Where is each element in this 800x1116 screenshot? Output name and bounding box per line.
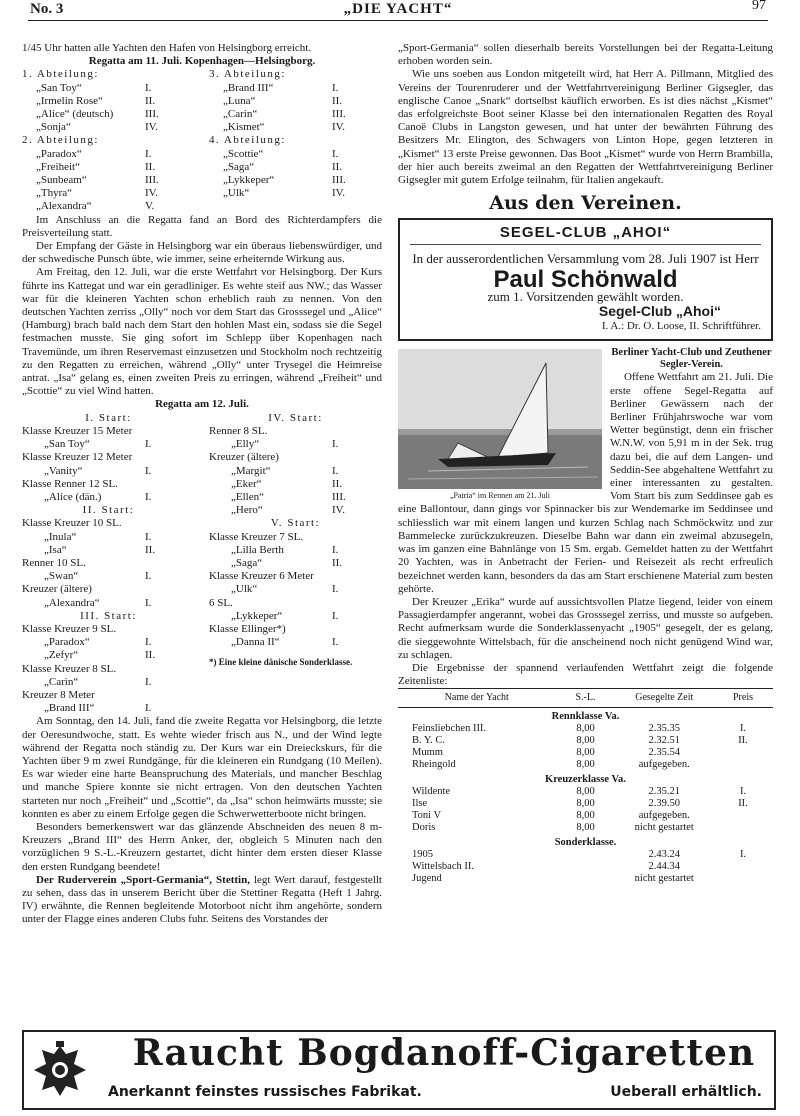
left-column: [22, 42, 382, 927]
yacht-name: „Alice (dän.): [44, 490, 102, 503]
table-row: [398, 810, 773, 822]
prize: I.: [739, 785, 747, 797]
result-row: [22, 570, 195, 583]
table-row: [398, 822, 773, 834]
yacht-name: „Paradox“: [44, 636, 90, 649]
sailed-time: nicht gestartet: [634, 872, 694, 884]
sail-length: 8,00: [576, 797, 595, 809]
prize: II.: [738, 734, 748, 746]
yacht-name: „Isa“: [44, 543, 67, 556]
article-paragraph: Der Empfang der Gäste in Helsingborg war ein überaus liebenswürdiger, und der schwedische Punsch übte, wie immer, seine erheiternde Wirkung aus.: [22, 240, 382, 266]
yacht-name: „Hero“: [231, 504, 263, 517]
prize-rank: I.: [332, 438, 339, 451]
table-row: [398, 723, 773, 735]
class-label: Klasse Renner 12 SL.: [22, 477, 118, 490]
sail-length: 8,00: [576, 809, 595, 821]
result-row: [209, 636, 382, 649]
class-heading-row: [398, 707, 773, 723]
start-heading: V. Start:: [270, 517, 321, 530]
yacht-name: „Paradox“: [36, 147, 82, 160]
prize: II.: [738, 797, 748, 809]
yacht-name: „Brand III“: [44, 702, 95, 715]
article-paragraph: Besonders bemerkenswert war das glänzende Abschneiden des neuen 8 m-Kreuzers „Brand III“ des Herrn Anker, der, obgleich 5 Minuten nach den vorzüglichen 9 S.-L.-Kreuzern gestartet, dicht hinter dem ersten dieser Klasse den ersten Rundgang beendete!: [22, 820, 382, 873]
start-results: [22, 412, 382, 716]
article-paragraph: „Sport-Germania“ sollen dieserhalb bereits Vorstellungen bei der Regatta-Leitung erhoben worden sein.: [398, 42, 773, 68]
sailboat-photo: [398, 349, 602, 489]
announcement-name: Paul Schönwald: [493, 265, 678, 293]
start-results-left: [22, 412, 195, 716]
prize-rank: II.: [145, 160, 156, 173]
announcement-club: Segel-Club „Ahoi“: [598, 303, 721, 320]
yacht-name: „Zefyr“: [44, 649, 79, 662]
regatta-12-title: Regatta am 12. Juli.: [155, 398, 249, 411]
prize-rank: I.: [145, 438, 152, 451]
yacht-name: „Alice“ (deutsch): [36, 108, 114, 121]
sail-length: [556, 861, 616, 873]
result-row: [22, 649, 195, 662]
class-label: Klasse Kreuzer 8 SL.: [22, 662, 117, 675]
yacht-name: Rheingold: [412, 758, 456, 770]
results-table: [398, 688, 773, 884]
announcement-signature: I. A.: Dr. O. Loose, II. Schriftführer.: [601, 320, 761, 333]
prize-rank: I.: [145, 636, 152, 649]
prize-rank: I.: [145, 490, 152, 503]
class-label: Klasse Ellinger*): [209, 622, 286, 635]
class-label: Klasse Kreuzer 7 SL.: [209, 530, 304, 543]
announcement-text: In der ausserordentlichen Versammlung vom 28. Juli 1907 ist Herr: [412, 250, 759, 266]
prize-rank: III.: [332, 174, 346, 187]
footnote: *) Eine kleine dänische Sonderklasse.: [209, 657, 353, 668]
result-row: [209, 108, 382, 121]
yacht-name: „Eker“: [231, 477, 262, 490]
result-row: [209, 610, 382, 623]
section-heading: Aus den Vereinen.: [489, 192, 682, 215]
prize-rank: III.: [332, 108, 346, 121]
yacht-name: „Luna“: [223, 94, 256, 107]
yacht-name: „Brand III“: [223, 81, 274, 94]
yacht-name: Feinsliebchen III.: [412, 722, 487, 734]
prize: [713, 873, 773, 885]
yacht-name: „Margit“: [231, 464, 271, 477]
result-row: [209, 174, 382, 187]
sail-length: [556, 873, 616, 885]
sailboat-image: [398, 349, 602, 489]
prize-rank: I.: [332, 583, 339, 596]
prize-rank: IV.: [145, 187, 158, 200]
start-heading: IV. Start:: [268, 411, 323, 424]
sailed-time: 2.39.50: [648, 797, 680, 809]
sailed-time: 2.35.54: [648, 746, 680, 758]
result-row: [22, 636, 195, 649]
result-row: [209, 82, 382, 95]
result-row: [209, 491, 382, 504]
division-group: [22, 134, 195, 213]
prize-rank: II.: [145, 649, 156, 662]
result-row: [209, 583, 382, 596]
article-paragraph: Am Freitag, den 12. Juli, war die erste Wettfahrt vor Helsingborg. Der Kurs führte ins Kattegat und war ein geradliniger. Es wehte steif aus NW.; das Wasser war für die kleineren Yachten schon erheblich rauh zu nennen. Von den deutschen Yachten zerriss „Olly“ noch vor dem Start das Grosssegel und „Alice“ (Hamburg) brach bald nach dem Start den hohlen Mast ein, sodass sie die Segel festmachen musste. Sie ging sofort im Schlepp über Kopenhagen nach Travemünde, um ihren Reservemast einzusetzen und Stockholm noch rechtzeitig zu den Regatten zu erreichen, während „Olly“ unter Trysegel die Heimreise antrat. „Isa“ gelang es, einen zweiten Preis zu erringen, während „Freiheit“ und „Scottie“ zu viel Wind hatten.: [22, 266, 382, 398]
division-results: [22, 68, 382, 213]
class-heading: Sonderklasse.: [554, 836, 617, 848]
prize: [713, 810, 773, 822]
class-label: Klasse Kreuzer 6 Meter: [209, 570, 314, 583]
prize-rank: III.: [332, 490, 346, 503]
result-row: [22, 95, 195, 108]
yacht-name: „Ulk“: [223, 187, 250, 200]
yacht-name: Doris: [412, 821, 436, 833]
start-results-right: [209, 412, 382, 716]
division-group: [209, 68, 382, 134]
yacht-name: „Irmelin Rose“: [36, 94, 103, 107]
result-row: [209, 121, 382, 134]
yacht-name: „Sunbeam“: [36, 174, 87, 187]
ad-availability: Ueberall erhältlich.: [610, 1084, 762, 1100]
prize-rank: I.: [145, 596, 152, 609]
yacht-name: „Elly“: [231, 438, 260, 451]
yacht-name: „Lykkeper“: [231, 609, 283, 622]
sailed-time: 2.35.21: [648, 785, 680, 797]
result-row: [22, 491, 195, 504]
yacht-name: „Ulk“: [231, 583, 258, 596]
result-row: [22, 108, 195, 121]
cigarette-advertisement: [22, 1030, 776, 1110]
col-header-prize: Preis: [713, 689, 773, 707]
ruderverein-lead: Der Ruderverein „Sport-Germania“, Stettin,: [36, 873, 250, 886]
division-group: [22, 68, 195, 134]
prize: I.: [739, 722, 747, 734]
yacht-name: Toni V: [412, 809, 442, 821]
yacht-name: Ilse: [412, 797, 428, 809]
class-label: Kreuzer (ältere): [209, 451, 279, 464]
class-heading-row: [398, 771, 773, 786]
class-label: Klasse Kreuzer 9 SL.: [22, 622, 117, 635]
prize-rank: I.: [145, 464, 152, 477]
issue-number: No. 3: [30, 1, 64, 17]
yacht-name: „Alexandra“: [36, 200, 92, 213]
yacht-name: „Lykkeper“: [223, 174, 275, 187]
bycz-title: Berliner Yacht-Club und Zeuthener Segler-Verein.: [611, 347, 772, 371]
sailed-time: 2.35.35: [648, 722, 680, 734]
yacht-name: „Thyra“: [36, 187, 73, 200]
right-column: [398, 42, 773, 885]
result-row: [22, 148, 195, 161]
yacht-name: „Danna II“: [231, 636, 280, 649]
prize-rank: I.: [145, 675, 152, 688]
prize-rank: III.: [145, 174, 159, 187]
prize-rank: I.: [332, 609, 339, 622]
yacht-name: „San Toy“: [36, 81, 82, 94]
page-header: [28, 0, 768, 21]
prize-rank: I.: [332, 81, 339, 94]
result-row: [22, 702, 195, 715]
bycz-article: [398, 347, 773, 688]
yacht-name: „Vanity“: [44, 464, 83, 477]
result-row: [22, 82, 195, 95]
table-row: [398, 873, 773, 885]
announcement-title: SEGEL-CLUB „AHOI“: [499, 224, 672, 242]
prize-rank: I.: [332, 464, 339, 477]
article-paragraph: Offene Wettfahrt am 21. Juli. Die erste offene Segel-Regatta auf Berliner Gewässern nach der Berliner Frühjahrswoche war vom Wetter begünstigt, denn ein frischer W.N.W. von 5,91 m in der Sek. trug dazu bei, die auf dem Langen- und Seddin-See abgehaltene Wettfahrt zu einer interessanten zu gestalten. Vom Start bis zum Seddinsee gab es eine Ballontour, dann gings vor Spinnacker bis zur Wendemarke im Seddinsee und schliesslich war mit einem langen und kurzen Schlag nach Schmöckwitz und zur Bammelecke zurückzukreuzen. Dieselbe Bahn war dann ein zweimal abzusegeln, was im ganzen eine Bahnlänge von 15 Sm. ergab. Gemeldet hatten zu der Wettfahrt 20 Yachten, was in Anbetracht der Ferien- und Reisezeit als recht erfreulich bezeichnet werden kann, besonders da das am Start erschienene Material zum besten gehörte.: [398, 371, 773, 595]
yacht-name: „Inula“: [44, 530, 77, 543]
sail-length: 8,00: [576, 734, 595, 746]
result-row: [22, 161, 195, 174]
prize-rank: I.: [145, 702, 152, 715]
sailed-time: aufgegeben.: [638, 809, 690, 821]
sailed-time: 2.43.24: [648, 848, 680, 860]
announcement-text: zum 1. Vorsitzenden gewählt worden.: [487, 288, 684, 304]
result-row: [22, 544, 195, 557]
prize: [713, 747, 773, 759]
sailed-time: nicht gestartet: [634, 821, 694, 833]
result-row: [209, 161, 382, 174]
yacht-name: „Carin“: [223, 108, 258, 121]
result-row: [209, 148, 382, 161]
sailed-time: aufgegeben.: [638, 758, 690, 770]
prize-rank: II.: [332, 556, 343, 569]
announcement-box: [398, 218, 773, 341]
division-heading: 4. Abteilung:: [209, 134, 286, 147]
yacht-name: Jugend: [412, 872, 442, 884]
result-row: [22, 200, 195, 213]
division-heading: 2. Abteilung:: [22, 134, 99, 147]
yacht-name: „Scottie“: [223, 147, 264, 160]
article-paragraph: Die Ergebnisse der spannend verlaufenden Wettfahrt zeigt die folgende Zeitenliste:: [398, 661, 773, 688]
prize-rank: II.: [332, 477, 343, 490]
prize-rank: II.: [332, 94, 343, 107]
sail-length: [556, 849, 616, 861]
table-row: [398, 759, 773, 771]
result-row: [209, 504, 382, 517]
prize-rank: I.: [145, 570, 152, 583]
prize-rank: I.: [145, 147, 152, 160]
result-row: [209, 438, 382, 451]
class-label: Renner 8 SL.: [209, 424, 268, 437]
yacht-name: „Kismet“: [223, 121, 265, 134]
col-header-name: Name der Yacht: [398, 689, 556, 707]
table-row: [398, 861, 773, 873]
division-heading: 3. Abteilung:: [209, 68, 286, 81]
class-label: Klasse Kreuzer 15 Meter: [22, 424, 133, 437]
class-label: Renner 10 SL.: [22, 556, 86, 569]
yacht-name: B. Y. C.: [412, 734, 445, 746]
result-row: [209, 95, 382, 108]
result-row: [209, 465, 382, 478]
article-paragraph: Der Kreuzer „Erika“ wurde auf aussichtsvollen Platze liegend, leider von einem Passagierdampfer angerannt, wobei das Grosssegel zerriss, und musste so aufgeben. Recht aufmerksam wurde die Sonderklassenyacht „1905“ gesegelt, der es gelang, die sieggewohnte Wittelsbach, für die anscheinend noch nicht genügend Wind war, zu schlagen.: [398, 595, 773, 661]
yacht-name: „Saga“: [223, 160, 255, 173]
table-row: [398, 849, 773, 861]
article-paragraph: Wie uns soeben aus London mitgeteilt wird, hat Herr A. Pillmann, Mitglied des Vereins der Tourenruderer und der Wettfahrtvereinigung Berliner Gigsegler, das englische Canoe „Snark“ dortselbst käuflich erworben. Es ist dies nächst „Kismet“ das erfolgreichste Boot seiner Klasse bei den internationalen Regatten des Royal Canoë Clubs in Langston gewesen, und hat unter der bewährten Führung des Besitzers Mr. Elington, des Schwagers von Linton Hope, gegen letzteren in „Kismet“ 13 erste Preise gewonnen. Das Boot „Kismet“ wurde von Herrn Brambilla, der hier auch bereits zweimal an den Regatten der Wettfahrtvereinigung Berliner Gigsegler mit gutem Erfolge teilnahm, für Italien angekauft.: [398, 68, 773, 187]
division-heading: 1. Abteilung:: [22, 68, 99, 81]
yacht-name: „Carin“: [44, 675, 79, 688]
prize-rank: IV.: [332, 121, 345, 134]
result-row: [22, 187, 195, 200]
sail-length: 8,00: [576, 722, 595, 734]
result-row: [22, 465, 195, 478]
article-paragraph: Im Anschluss an die Regatta fand an Bord des Richterdampfers die Preisverteilung statt.: [22, 213, 382, 239]
prize-rank: IV.: [145, 121, 158, 134]
yacht-name: „Saga“: [231, 556, 263, 569]
page-number: 97: [752, 0, 766, 13]
result-row: [22, 676, 195, 689]
result-row: [22, 597, 195, 610]
col-header-time: Gesegelte Zeit: [616, 689, 714, 707]
class-heading: Kreuzerklasse Va.: [545, 773, 626, 785]
magazine-title: „DIE YACHT“: [343, 1, 453, 17]
divider: [410, 244, 761, 245]
result-row: [22, 438, 195, 451]
ad-headline: Raucht Bogdanoff-Cigaretten: [132, 1032, 756, 1074]
class-label: Kreuzer 8 Meter: [22, 688, 95, 701]
ad-tagline: Anerkannt feinstes russisches Fabrikat.: [108, 1084, 422, 1100]
result-row: [22, 174, 195, 187]
yacht-name: 1905: [412, 848, 433, 860]
prize-rank: II.: [332, 160, 343, 173]
table-row: [398, 786, 773, 798]
result-row: [209, 544, 382, 557]
prize-rank: I.: [145, 530, 152, 543]
intro-paragraph: 1/45 Uhr hatten alle Yachten den Hafen von Helsingborg erreicht.: [22, 42, 312, 54]
result-row: [22, 121, 195, 134]
prize: [713, 822, 773, 834]
table-row: [398, 735, 773, 747]
start-heading: I. Start:: [85, 411, 132, 424]
prize-rank: I.: [332, 636, 339, 649]
result-row: [209, 187, 382, 200]
yacht-name: Wittelsbach II.: [412, 860, 474, 872]
yacht-name: Wildente: [412, 785, 451, 797]
result-row: [22, 531, 195, 544]
yacht-name: „Ellen“: [231, 490, 264, 503]
prize-rank: III.: [145, 108, 159, 121]
sail-length: 8,00: [576, 746, 595, 758]
start-heading: II. Start:: [82, 504, 135, 517]
table-header-row: [398, 689, 773, 707]
result-row: [209, 478, 382, 491]
class-label: Klasse Kreuzer 10 SL.: [22, 517, 122, 530]
regatta-11-title: Regatta am 11. Juli. Kopenhagen—Helsingborg.: [88, 55, 316, 68]
eagle-crest-icon: [30, 1040, 90, 1102]
class-label: Klasse Kreuzer 12 Meter: [22, 451, 133, 464]
prize-rank: I.: [332, 543, 339, 556]
class-heading-row: [398, 834, 773, 849]
yacht-name: „San Toy“: [44, 438, 90, 451]
sail-length: 8,00: [576, 785, 595, 797]
yacht-name: „Alexandra“: [44, 596, 100, 609]
prize-rank: II.: [145, 543, 156, 556]
prize-rank: I.: [332, 147, 339, 160]
ruderverein-text: legt Wert darauf, festgestellt zu sehen, dass das in unserem Bericht über die Stettiner Regatta (Heft 1 Jahrg. IV) erwähnte, die Rennen begleitende Motorboot nicht ihm angehörte, sondern unter der Flagge eines anderen Clubs fuhr. Seitens des Vorstandes der: [22, 873, 382, 926]
prize-rank: IV.: [332, 504, 345, 517]
class-label: Kreuzer (ältere): [22, 583, 92, 596]
yacht-name: „Lilla Berth: [231, 543, 284, 556]
prize: I.: [739, 848, 747, 860]
prize-rank: V.: [145, 200, 155, 213]
article-paragraph: [22, 874, 382, 927]
start-heading: III. Start:: [80, 609, 137, 622]
result-row: [209, 557, 382, 570]
prize-rank: IV.: [332, 187, 345, 200]
sailed-time: 2.44.34: [648, 860, 680, 872]
col-header-sl: S.-L.: [556, 689, 616, 707]
sail-length: 8,00: [576, 821, 595, 833]
yacht-name: „Freiheit“: [36, 160, 80, 173]
class-label: 6 SL.: [209, 596, 233, 609]
division-group: [209, 134, 382, 213]
yacht-name: „Sonja“: [36, 121, 71, 134]
photo-caption: „Patria“ im Rennen am 21. Juli: [450, 491, 550, 501]
class-heading: Rennklasse Va.: [551, 710, 620, 722]
table-row: [398, 798, 773, 810]
sailed-time: 2.32.51: [648, 734, 680, 746]
prize: [713, 861, 773, 873]
prize-rank: I.: [145, 81, 152, 94]
yacht-name: Mumm: [412, 746, 443, 758]
sail-length: 8,00: [576, 758, 595, 770]
yacht-name: „Swan“: [44, 570, 79, 583]
photo-figure: [398, 349, 602, 501]
prize-rank: II.: [145, 94, 156, 107]
prize: [713, 759, 773, 771]
table-row: [398, 747, 773, 759]
article-paragraph: Am Sonntag, den 14. Juli, fand die zweite Regatta vor Helsingborg, die letzte der Oeresundwoche, statt. Es wehte wieder frisch aus N., und der Wind legte während der Regatta noch ständig zu. Der Kurs war ein Dreieckskurs, für die Yachten über 9 m zwei Rundgänge, für die kleineren ein Rundgang (10 Meilen). Es war wieder eine harte Beanspruchung des Materials, und mancher Beschlag und manche Spiere konnte sie nicht ertragen. Von den deutschen Yachten starteten nur noch „Freiheit“ und „Scottie“, da „Isa“ schon heimwärts musste; sie konnten es aber zu einem Erfolge gegen die Schwerwetterboote nicht bringen.: [22, 715, 382, 820]
